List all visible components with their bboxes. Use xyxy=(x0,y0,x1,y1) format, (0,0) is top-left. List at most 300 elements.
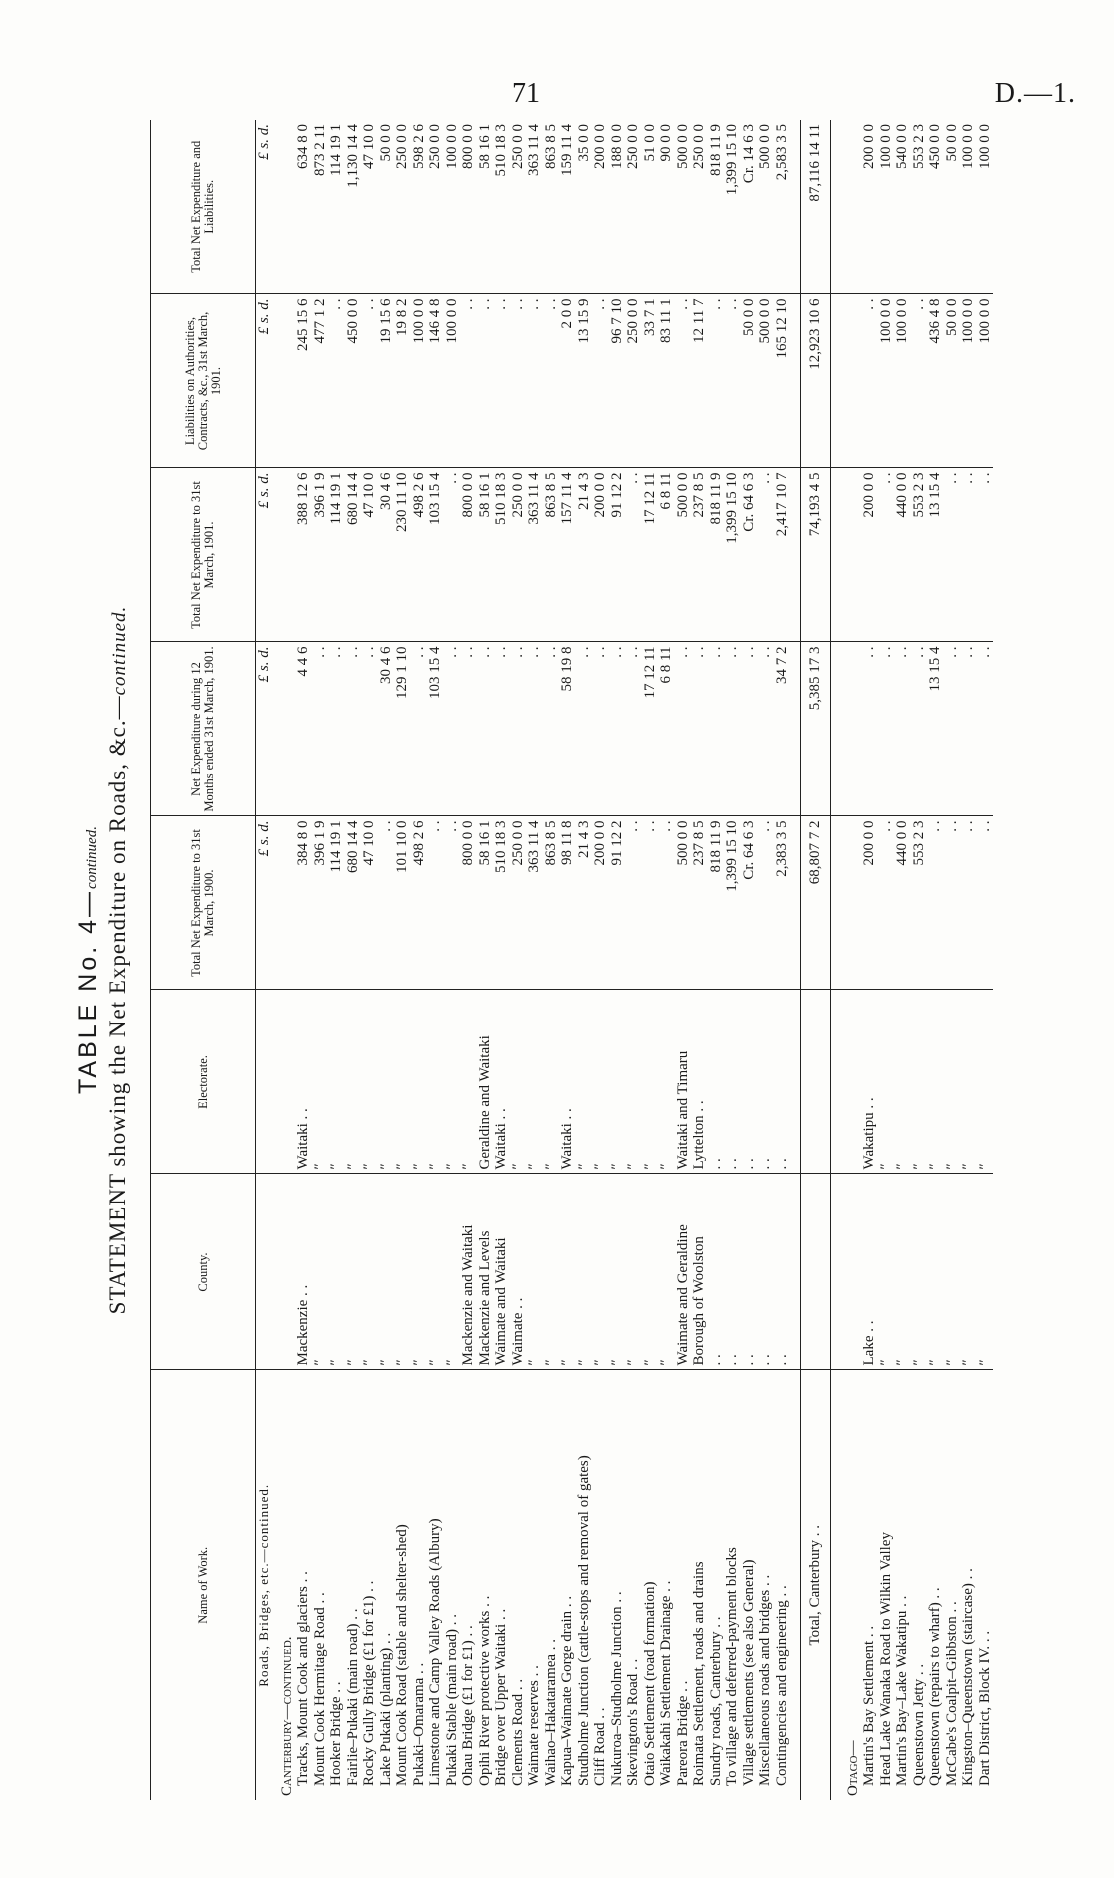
county: Mackenzie and Waitaki xyxy=(460,1174,477,1370)
work-name: Martin's Bay–Lake Wakatipu . . xyxy=(894,1595,910,1786)
amount-c5: 100 0 0 xyxy=(960,120,977,294)
amount-c3: 17 12 11 xyxy=(642,468,659,642)
amount-c2: . . xyxy=(510,642,527,816)
table-row xyxy=(675,120,692,1800)
total-c2: 5,385 17 3 xyxy=(801,642,831,816)
table-row xyxy=(460,120,477,1800)
amount-c3: 440 0 0 xyxy=(894,468,911,642)
amount-c1: . . xyxy=(427,816,444,990)
table-row xyxy=(559,120,576,1800)
table-row xyxy=(691,120,708,1800)
amount-c3: 396 1 9 xyxy=(312,468,329,642)
amount-c3: 200 0 0 xyxy=(592,468,609,642)
amount-c1: . . xyxy=(444,816,461,990)
units-label: £ s. d. xyxy=(256,468,273,642)
amount-c2: 34 7 2 xyxy=(774,642,791,816)
table-row xyxy=(861,120,878,1800)
amount-c2: 17 12 11 xyxy=(642,642,659,816)
amount-c3: 103 15 4 xyxy=(427,468,444,642)
table-row xyxy=(328,120,345,1800)
amount-c3: 510 18 3 xyxy=(493,468,510,642)
work-name: Clements Road . . xyxy=(509,1678,526,1786)
county xyxy=(801,1174,831,1370)
amount-c4: 19 15 6 xyxy=(378,294,395,468)
amount-c5: 540 0 0 xyxy=(894,120,911,294)
amount-c5: 500 0 0 xyxy=(675,120,692,294)
amount-c5: 250 0 0 xyxy=(510,120,527,294)
electorate: . . xyxy=(757,990,774,1174)
table-row xyxy=(911,120,928,1800)
electorate: ″ xyxy=(878,990,895,1174)
work-name: Bridge over Upper Waitaki . . xyxy=(493,1608,509,1786)
electorate: . . xyxy=(774,990,791,1174)
amount-c3: 30 4 6 xyxy=(378,468,395,642)
county: ″ xyxy=(559,1174,576,1370)
amount-c5: 50 0 0 xyxy=(378,120,395,294)
table-row xyxy=(312,120,329,1800)
amount-c4: . . xyxy=(724,294,741,468)
amount-c5: 200 0 0 xyxy=(592,120,609,294)
units-label: £ s. d. xyxy=(256,642,273,816)
amount-c5: 47 10 0 xyxy=(361,120,378,294)
amount-c1: 800 0 0 xyxy=(460,816,477,990)
amount-c2: . . xyxy=(345,642,362,816)
amount-c3: 388 12 6 xyxy=(295,468,312,642)
amount-c5: 250 0 0 xyxy=(427,120,444,294)
electorate: Waitaki and Timaru xyxy=(675,990,692,1174)
electorate: Lyttelton . . xyxy=(691,990,708,1174)
county: ″ xyxy=(576,1174,593,1370)
amount-c1: 114 19 1 xyxy=(328,816,345,990)
amount-c2: . . xyxy=(625,642,642,816)
work-name: Opihi River protective works . . xyxy=(476,1595,493,1786)
electorate: ″ xyxy=(927,990,944,1174)
amount-c2: . . xyxy=(361,642,378,816)
table-row xyxy=(526,120,543,1800)
work-name: Contingencies and engineering . . xyxy=(773,1585,790,1786)
county: Waimate and Geraldine xyxy=(675,1174,692,1370)
table-row xyxy=(295,120,312,1800)
amount-c3: 200 0 0 xyxy=(861,468,878,642)
county: . . xyxy=(774,1174,791,1370)
amount-c3: 498 2 6 xyxy=(411,468,428,642)
amount-c3: 1,399 15 10 xyxy=(724,468,741,642)
total-c4: 12,923 10 6 xyxy=(801,294,831,468)
amount-c1: 553 2 3 xyxy=(911,816,928,990)
electorate xyxy=(801,990,831,1174)
amount-c2: 6 8 11 xyxy=(658,642,675,816)
electorate: ″ xyxy=(345,990,362,1174)
amount-c2: . . xyxy=(493,642,510,816)
amount-c3: 680 14 4 xyxy=(345,468,362,642)
work-name: Sundry roads, Canterbury . . xyxy=(707,1616,724,1786)
electorate: ″ xyxy=(526,990,543,1174)
county: . . xyxy=(708,1174,725,1370)
work-name: To village and deferred-payment blocks xyxy=(724,1547,740,1786)
amount-c5: 35 0 0 xyxy=(576,120,593,294)
header-row xyxy=(151,120,256,1800)
county: ″ xyxy=(328,1174,345,1370)
work-name: Ohau Bridge (£1 for £1) . . xyxy=(460,1625,476,1786)
amount-c2: 13 15 4 xyxy=(927,642,944,816)
amount-c4: 100 0 0 xyxy=(960,294,977,468)
amount-c3: 230 11 10 xyxy=(394,468,411,642)
amount-c4: 12 11 7 xyxy=(691,294,708,468)
work-name: Limestone and Camp Valley Roads (Albury) xyxy=(427,1518,443,1786)
county: ″ xyxy=(977,1174,994,1370)
section-row-otago xyxy=(830,120,861,1800)
amount-c2: . . xyxy=(411,642,428,816)
amount-c1: 498 2 6 xyxy=(411,816,428,990)
amount-c3: Cr. 64 6 3 xyxy=(741,468,758,642)
electorate: Waitaki . . xyxy=(559,990,576,1174)
amount-c4: 250 0 0 xyxy=(625,294,642,468)
amount-c5: 250 0 0 xyxy=(691,120,708,294)
county: ″ xyxy=(944,1174,961,1370)
amount-c4: . . xyxy=(543,294,560,468)
amount-c3: 237 8 5 xyxy=(691,468,708,642)
table-row xyxy=(944,120,961,1800)
amount-c5: 873 2 11 xyxy=(312,120,329,294)
table-row xyxy=(878,120,895,1800)
work-name: Martin's Bay Settlement . . xyxy=(861,1625,877,1786)
amount-c2: 103 15 4 xyxy=(427,642,444,816)
table-row xyxy=(977,120,994,1800)
county: ″ xyxy=(911,1174,928,1370)
amount-c1: 510 18 3 xyxy=(493,816,510,990)
electorate: ″ xyxy=(312,990,329,1174)
col-header: County. xyxy=(151,1174,256,1370)
amount-c3: 818 11 9 xyxy=(708,468,725,642)
amount-c4: 165 12 10 xyxy=(774,294,791,468)
amount-c1: . . xyxy=(642,816,659,990)
amount-c2: . . xyxy=(878,642,895,816)
county: ″ xyxy=(878,1174,895,1370)
amount-c1: Cr. 64 6 3 xyxy=(741,816,758,990)
col-header: Total Net Expenditure to 31st March, 1900. xyxy=(151,816,256,990)
work-name: Tracks, Mount Cook and glaciers . . xyxy=(295,1571,311,1786)
amount-c2: . . xyxy=(861,642,878,816)
table-row xyxy=(477,120,494,1800)
amount-c3: 863 8 5 xyxy=(543,468,560,642)
amount-c2: . . xyxy=(312,642,329,816)
expenditure-table xyxy=(150,120,993,1800)
amount-c5: 363 11 4 xyxy=(526,120,543,294)
amount-c2: . . xyxy=(757,642,774,816)
amount-c5: 500 0 0 xyxy=(757,120,774,294)
electorate: ″ xyxy=(361,990,378,1174)
amount-c3: 58 16 1 xyxy=(477,468,494,642)
electorate: ″ xyxy=(394,990,411,1174)
amount-c2: . . xyxy=(741,642,758,816)
amount-c4: . . xyxy=(361,294,378,468)
amount-c3: . . xyxy=(878,468,895,642)
work-name: Roimata Settlement, roads and drains xyxy=(691,1561,707,1786)
amount-c2: . . xyxy=(477,642,494,816)
work-name: Kingston–Queenstown (staircase) . . xyxy=(960,1568,976,1786)
total-c3: 74,193 4 5 xyxy=(801,468,831,642)
amount-c3: . . xyxy=(960,468,977,642)
section-heading: Roads, Bridges, etc.—continued. xyxy=(256,1483,271,1687)
total-row xyxy=(801,120,831,1800)
amount-c5: 188 0 0 xyxy=(609,120,626,294)
electorate: ″ xyxy=(960,990,977,1174)
amount-c5: 1,399 15 10 xyxy=(724,120,741,294)
amount-c3: 553 2 3 xyxy=(911,468,928,642)
total-c1: 68,807 7 2 xyxy=(801,816,831,990)
work-name: Village settlements (see also General) xyxy=(740,1559,757,1786)
amount-c2: 30 4 6 xyxy=(378,642,395,816)
amount-c4: 2 0 0 xyxy=(559,294,576,468)
county: Lake . . xyxy=(861,1174,878,1370)
amount-c3: . . xyxy=(977,468,994,642)
amount-c1: 363 11 4 xyxy=(526,816,543,990)
amount-c4: 19 8 2 xyxy=(394,294,411,468)
amount-c2: . . xyxy=(960,642,977,816)
table-row xyxy=(960,120,977,1800)
amount-c1: . . xyxy=(378,816,395,990)
county: . . xyxy=(724,1174,741,1370)
region-heading: Otago— xyxy=(844,1740,861,1796)
amount-c2: 58 19 8 xyxy=(559,642,576,816)
col-header: Name of Work. xyxy=(151,1370,256,1800)
amount-c4: 100 0 0 xyxy=(411,294,428,468)
electorate: . . xyxy=(724,990,741,1174)
amount-c4: 13 15 9 xyxy=(576,294,593,468)
county: ″ xyxy=(411,1174,428,1370)
col-header: Total Net Expenditure to 31st March, 1901. xyxy=(151,468,256,642)
amount-c1: 98 11 8 xyxy=(559,816,576,990)
amount-c4: . . xyxy=(493,294,510,468)
county: ″ xyxy=(312,1174,329,1370)
amount-c5: 58 16 1 xyxy=(477,120,494,294)
amount-c1: . . xyxy=(878,816,895,990)
statement-title: STATEMENT showing the Net Expenditure on Roads, &c.—continued. xyxy=(105,605,130,1315)
col-header: Total Net Expenditure and Liabilities. xyxy=(151,120,256,294)
work-name: Queenstown (repairs to wharf) . . xyxy=(927,1587,943,1786)
electorate: ″ xyxy=(576,990,593,1174)
amount-c1: 200 0 0 xyxy=(861,816,878,990)
county: ″ xyxy=(960,1174,977,1370)
col-header: Net Expenditure during 12 Months ended 31st March, 1901. xyxy=(151,642,256,816)
electorate: ″ xyxy=(658,990,675,1174)
electorate: . . xyxy=(741,990,758,1174)
county: ″ xyxy=(894,1174,911,1370)
work-name: Waimate reserves . . xyxy=(526,1665,542,1786)
amount-c1: . . xyxy=(977,816,994,990)
amount-c4: 100 0 0 xyxy=(894,294,911,468)
county: ″ xyxy=(658,1174,675,1370)
amount-c2: . . xyxy=(576,642,593,816)
table-row xyxy=(444,120,461,1800)
work-name: Head Lake Wanaka Road to Wilkin Valley xyxy=(877,1532,894,1786)
amount-c1: 21 4 3 xyxy=(576,816,593,990)
county: Waimate . . xyxy=(510,1174,527,1370)
amount-c5: 100 0 0 xyxy=(444,120,461,294)
amount-c2: . . xyxy=(328,642,345,816)
table-row xyxy=(345,120,362,1800)
amount-c4: 50 0 0 xyxy=(741,294,758,468)
total-label: Total, Canterbury . . xyxy=(801,1370,831,1800)
work-name: Studholme Junction (cattle-stops and removal of gates) xyxy=(575,1455,592,1786)
amount-c1: . . xyxy=(625,816,642,990)
amount-c1: 818 11 9 xyxy=(708,816,725,990)
amount-c3: 21 4 3 xyxy=(576,468,593,642)
county: ″ xyxy=(361,1174,378,1370)
electorate: ″ xyxy=(977,990,994,1174)
electorate: ″ xyxy=(944,990,961,1174)
amount-c4: . . xyxy=(526,294,543,468)
amount-c1: 384 8 0 xyxy=(295,816,312,990)
table-row xyxy=(741,120,758,1800)
electorate: ″ xyxy=(894,990,911,1174)
amount-c5: 100 0 0 xyxy=(878,120,895,294)
work-name: Dart District, Block IV. . . xyxy=(976,1630,993,1786)
amount-c1: 863 8 5 xyxy=(543,816,560,990)
amount-c5: 800 0 0 xyxy=(460,120,477,294)
amount-c4: . . xyxy=(708,294,725,468)
amount-c5: 1,130 14 4 xyxy=(345,120,362,294)
work-name: Pukaki Stable (main road) . . xyxy=(443,1613,460,1786)
work-name: Mount Cook Road (stable and shelter-shed) xyxy=(394,1524,410,1786)
amount-c1: 1,399 15 10 xyxy=(724,816,741,990)
amount-c2: . . xyxy=(609,642,626,816)
work-name: Otaio Settlement (road formation) xyxy=(641,1581,658,1786)
amount-c2: 129 1 10 xyxy=(394,642,411,816)
county: ″ xyxy=(394,1174,411,1370)
amount-c4: . . xyxy=(477,294,494,468)
amount-c5: 250 0 0 xyxy=(394,120,411,294)
amount-c1: . . xyxy=(960,816,977,990)
work-name: Fairlie–Pukaki (main road) . . xyxy=(344,1608,361,1786)
county: ″ xyxy=(625,1174,642,1370)
table-row xyxy=(378,120,395,1800)
spacer-row xyxy=(790,120,801,1800)
work-name: Waikakahi Settlement Drainage . . xyxy=(658,1580,674,1786)
col-header: Electorate. xyxy=(151,990,256,1174)
county: ″ xyxy=(543,1174,560,1370)
document-reference: D.—1. xyxy=(994,78,1076,109)
amount-c4: 100 0 0 xyxy=(878,294,895,468)
amount-c2: . . xyxy=(526,642,543,816)
table-row xyxy=(708,120,725,1800)
amount-c3: 157 11 4 xyxy=(559,468,576,642)
work-name: Nukuroa–Studholme Junction . . xyxy=(608,1591,625,1786)
amount-c1: 250 0 0 xyxy=(510,816,527,990)
county: ″ xyxy=(427,1174,444,1370)
amount-c4: . . xyxy=(460,294,477,468)
amount-c2: . . xyxy=(444,642,461,816)
amount-c5: 200 0 0 xyxy=(861,120,878,294)
page-number: 71 xyxy=(512,78,540,109)
table-row xyxy=(361,120,378,1800)
county: Mackenzie . . xyxy=(295,1174,312,1370)
county: ″ xyxy=(526,1174,543,1370)
table-row xyxy=(394,120,411,1800)
work-name: Mount Cook Hermitage Road . . xyxy=(311,1592,328,1786)
work-name: McCabe's Coalpit–Gibbston . . xyxy=(943,1601,960,1786)
table-title: TABLE No. 4—continued. xyxy=(74,826,102,1094)
table-row xyxy=(427,120,444,1800)
amount-c1: 2,383 3 5 xyxy=(774,816,791,990)
electorate: Waitaki . . xyxy=(295,990,312,1174)
amount-c3: 114 19 1 xyxy=(328,468,345,642)
county: ″ xyxy=(609,1174,626,1370)
electorate: ″ xyxy=(510,990,527,1174)
table-body xyxy=(256,120,994,1800)
work-name: Skevington's Road . . xyxy=(625,1658,641,1786)
amount-c5: 114 19 1 xyxy=(328,120,345,294)
amount-c5: 51 0 0 xyxy=(642,120,659,294)
amount-c1: 58 16 1 xyxy=(477,816,494,990)
electorate: ″ xyxy=(625,990,642,1174)
work-name: Pareora Bridge . . xyxy=(674,1680,691,1786)
amount-c1: . . xyxy=(944,816,961,990)
amount-c3: 91 12 2 xyxy=(609,468,626,642)
county: . . xyxy=(757,1174,774,1370)
county: ″ xyxy=(345,1174,362,1370)
electorate: Wakatipu . . xyxy=(861,990,878,1174)
amount-c2: . . xyxy=(675,642,692,816)
amount-c5: 598 2 6 xyxy=(411,120,428,294)
amount-c2: . . xyxy=(691,642,708,816)
amount-c4: 146 4 8 xyxy=(427,294,444,468)
amount-c5: 250 0 0 xyxy=(625,120,642,294)
amount-c4: 100 0 0 xyxy=(977,294,994,468)
amount-c4: 500 0 0 xyxy=(757,294,774,468)
amount-c1: 91 12 2 xyxy=(609,816,626,990)
table-row xyxy=(493,120,510,1800)
electorate: ″ xyxy=(642,990,659,1174)
electorate: ″ xyxy=(592,990,609,1174)
amount-c4: 245 15 6 xyxy=(295,294,312,468)
amount-c2: . . xyxy=(708,642,725,816)
county: ″ xyxy=(378,1174,395,1370)
table-row xyxy=(927,120,944,1800)
amount-c4: 436 4 8 xyxy=(927,294,944,468)
amount-c5: 553 2 3 xyxy=(911,120,928,294)
amount-c4: . . xyxy=(510,294,527,468)
amount-c1: 680 14 4 xyxy=(345,816,362,990)
electorate: ″ xyxy=(378,990,395,1174)
county: Waimate and Waitaki xyxy=(493,1174,510,1370)
work-name: Miscellaneous roads and bridges . . xyxy=(757,1574,773,1786)
amount-c5: 510 18 3 xyxy=(493,120,510,294)
table-row xyxy=(724,120,741,1800)
amount-c5: 863 8 5 xyxy=(543,120,560,294)
work-name: Queenstown Jetty . . xyxy=(910,1663,927,1786)
table-row xyxy=(576,120,593,1800)
electorate: ″ xyxy=(460,990,477,1174)
amount-c3: 6 8 11 xyxy=(658,468,675,642)
amount-c3: 800 0 0 xyxy=(460,468,477,642)
amount-c1: 200 0 0 xyxy=(592,816,609,990)
amount-c3: 2,417 10 7 xyxy=(774,468,791,642)
county: . . xyxy=(741,1174,758,1370)
amount-c5: 2,583 3 5 xyxy=(774,120,791,294)
amount-c3: . . xyxy=(944,468,961,642)
amount-c2: . . xyxy=(460,642,477,816)
county: ″ xyxy=(444,1174,461,1370)
work-name: Waihao–Hakataramea . . xyxy=(542,1638,559,1786)
amount-c2: 4 4 6 xyxy=(295,642,312,816)
electorate: Waitaki . . xyxy=(493,990,510,1174)
amount-c5: 159 11 4 xyxy=(559,120,576,294)
units-row xyxy=(256,120,273,1800)
amount-c4: . . xyxy=(328,294,345,468)
county: Borough of Woolston xyxy=(691,1174,708,1370)
amount-c1: 101 10 0 xyxy=(394,816,411,990)
